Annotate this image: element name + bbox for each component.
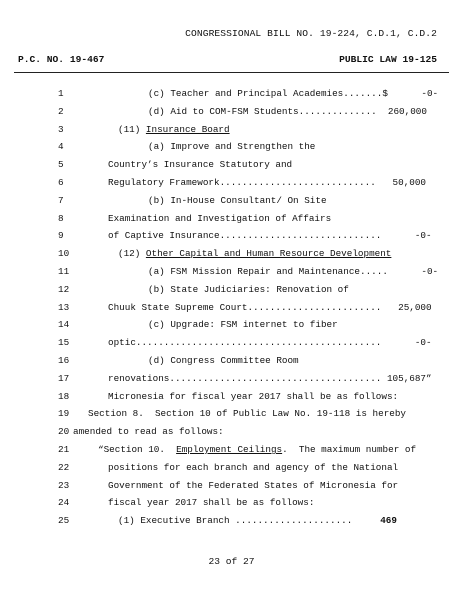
- text-segment: (c) Upgrade: FSM internet to fiber: [148, 319, 338, 331]
- text-segment: (c) Teacher and Principal Academies.......$ -0-: [148, 88, 439, 99]
- line-number: 2: [58, 105, 64, 117]
- text-segment: Examination and Investigation of Affairs: [108, 212, 332, 224]
- line-text: [148, 195, 327, 206]
- bill-line: [0, 248, 463, 264]
- bill-line: [0, 106, 463, 122]
- text-segment: amended to read as follows:: [73, 426, 224, 438]
- line-text: [108, 480, 398, 491]
- text-segment: positions for each branch and agency of the National: [108, 461, 399, 473]
- line-number: 12: [58, 283, 70, 295]
- bill-line: [0, 319, 463, 335]
- text-segment: fiscal year 2017 shall be as follows:: [108, 497, 315, 509]
- bill-line: [0, 141, 463, 157]
- line-number: 17: [58, 372, 70, 384]
- bill-number: CONGRESSIONAL BILL NO. 19-224, C.D.1, C.D.2: [185, 28, 437, 39]
- line-text: [118, 124, 230, 135]
- bill-line: [0, 444, 463, 460]
- line-number: 6: [58, 177, 64, 188]
- line-text: [108, 302, 432, 313]
- line-number: 5: [58, 159, 64, 171]
- bill-line: [0, 177, 463, 193]
- line-text: [148, 266, 438, 277]
- line-number: 25: [58, 515, 70, 527]
- line-text: [118, 515, 397, 526]
- public-law-number: PUBLIC LAW 19-125: [339, 54, 437, 65]
- line-text: [148, 88, 438, 99]
- bill-line: [0, 266, 463, 282]
- bill-line: [0, 230, 463, 246]
- text-segment: “Section 10.: [98, 444, 177, 455]
- bill-line: [0, 373, 463, 389]
- line-text: [73, 426, 224, 437]
- text-segment: . The maximum number of: [282, 444, 417, 455]
- line-text: [108, 213, 331, 224]
- text-segment: (b) In-House Consultant/ On Site: [148, 194, 327, 206]
- text-segment: Chuuk State Supreme Court........................ 25,000: [108, 301, 432, 313]
- bill-line: [0, 391, 463, 407]
- bill-line: [0, 480, 463, 496]
- text-segment: (b) State Judiciaries: Renovation of: [148, 283, 349, 295]
- line-number: 21: [58, 444, 70, 455]
- line-number: 22: [58, 461, 70, 473]
- text-segment: of Captive Insurance............................. -0-: [108, 230, 432, 242]
- text-segment: Government of the Federated States of Micronesia for: [108, 479, 399, 491]
- bill-line: [0, 124, 463, 140]
- bill-line: [0, 408, 463, 424]
- text-segment: Micronesia for fiscal year 2017 shall be as follows:: [108, 390, 399, 402]
- line-text: [108, 373, 432, 384]
- underlined-heading: Insurance Board: [145, 123, 230, 135]
- line-number: 13: [58, 301, 70, 313]
- text-segment: (d) Aid to COM-FSM Students.............. 260,000: [148, 105, 427, 117]
- line-number: 24: [58, 497, 70, 509]
- line-number: 9: [58, 230, 64, 242]
- pc-number: P.C. NO. 19-467: [18, 54, 105, 65]
- line-number: 20: [58, 426, 70, 438]
- line-text: [148, 319, 338, 330]
- text-segment: Regulatory Framework............................ 50,000: [108, 177, 427, 188]
- line-number: 1: [58, 88, 64, 99]
- line-text: [118, 248, 391, 259]
- text-segment: (1) Executive Branch .....................: [118, 515, 381, 527]
- bold-value: 469: [380, 515, 397, 527]
- line-number: 10: [58, 248, 70, 260]
- text-segment: (12): [118, 248, 146, 260]
- bill-line: [0, 213, 463, 229]
- text-segment: renovations...................................... 105,687”: [108, 372, 432, 384]
- text-segment: (a) FSM Mission Repair and Maintenance..... -0-: [148, 266, 439, 277]
- text-segment: Section 8. Section 10 of Public Law No. 19-118 is hereby: [88, 408, 407, 420]
- text-segment: (a) Improve and Strengthen the: [148, 141, 316, 153]
- line-text: [148, 355, 299, 366]
- line-number: 23: [58, 479, 70, 491]
- bill-line: [0, 195, 463, 211]
- line-text: [148, 141, 315, 152]
- line-text: [148, 106, 427, 117]
- text-segment: Country’s Insurance Statutory and: [108, 159, 293, 171]
- underlined-heading: Other Capital and Human Resource Development: [145, 248, 392, 260]
- page-number: 23 of 27: [208, 556, 255, 567]
- text-segment: optic............................................ -0-: [108, 337, 432, 349]
- line-number: 8: [58, 212, 64, 224]
- text-segment: (11): [118, 123, 146, 135]
- line-text: [108, 497, 314, 508]
- line-number: 16: [58, 355, 70, 366]
- text-segment: (d) Congress Committee Room: [148, 355, 299, 366]
- line-number: 3: [58, 123, 64, 135]
- line-number: 11: [58, 266, 70, 277]
- line-text: [148, 284, 349, 295]
- bill-line: [0, 302, 463, 318]
- line-text: [88, 408, 406, 419]
- line-text: [108, 159, 292, 170]
- underlined-heading: Employment Ceilings: [176, 444, 283, 455]
- bill-line: [0, 88, 463, 104]
- line-text: [108, 177, 426, 188]
- line-number: 19: [58, 408, 70, 420]
- bill-line: [0, 355, 463, 371]
- line-text: [108, 462, 398, 473]
- line-text: [108, 391, 398, 402]
- bill-line: [0, 462, 463, 478]
- line-text: [108, 230, 432, 241]
- header-rule: [14, 72, 449, 73]
- line-number: 4: [58, 141, 64, 153]
- line-number: 18: [58, 390, 70, 402]
- bill-line: [0, 515, 463, 531]
- line-text: [98, 444, 416, 455]
- bill-line: [0, 159, 463, 175]
- line-text: [108, 337, 432, 348]
- bill-line: [0, 426, 463, 442]
- line-number: 7: [58, 194, 64, 206]
- line-number: 14: [58, 319, 70, 331]
- line-number: 15: [58, 337, 70, 349]
- bill-line: [0, 497, 463, 513]
- bill-line: [0, 337, 463, 353]
- bill-line: [0, 284, 463, 300]
